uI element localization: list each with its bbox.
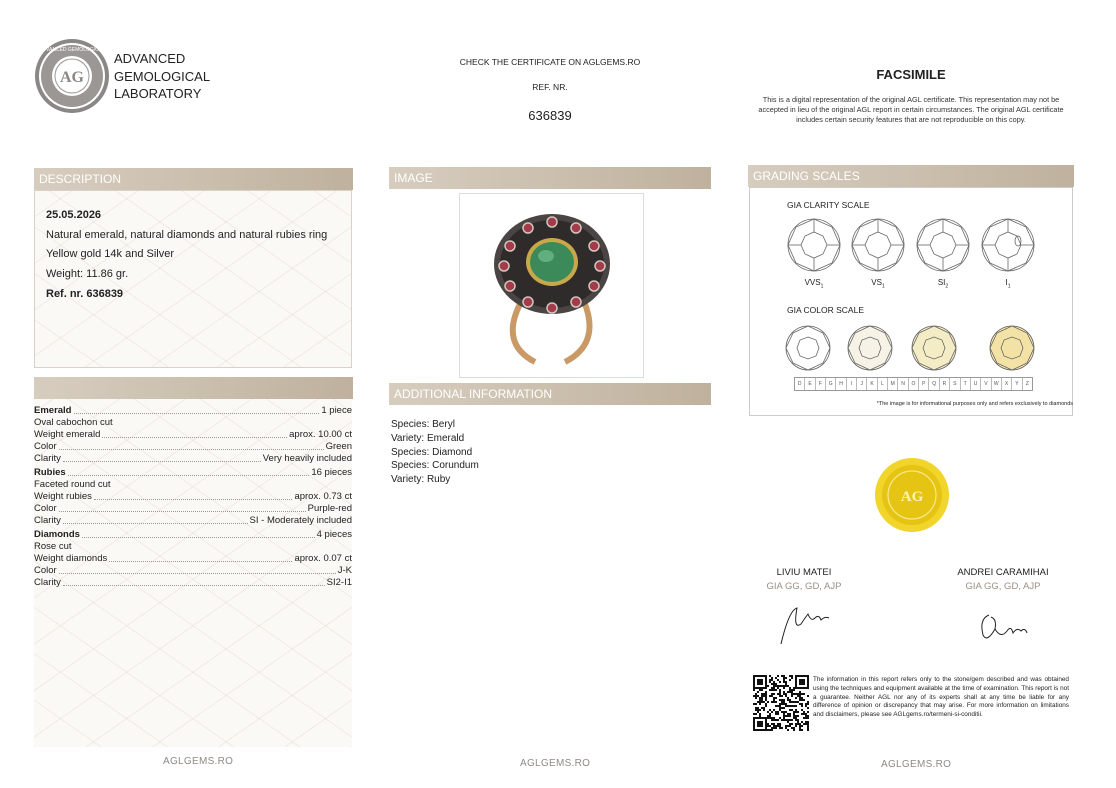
spec-key: Color (34, 565, 57, 576)
additional-header: ADDITIONAL INFORMATION (389, 383, 711, 405)
spec-row (34, 577, 352, 589)
color-scale-cell: K (867, 378, 877, 390)
description-line1: Natural emerald, natural diamonds and natural rubies ring (46, 229, 328, 241)
ref-number: 636839 (528, 108, 572, 123)
color-scale-cell: E (805, 378, 815, 390)
spec-row (34, 417, 352, 429)
clarity-label: $VVS_1$ (804, 278, 824, 290)
spec-row (34, 553, 352, 565)
dot-leader (82, 529, 315, 538)
additional-line: Variety: Emerald (391, 433, 465, 444)
signer-title: GIA GG, GD, AJP (766, 581, 842, 592)
spec-value: 1 piece (321, 405, 352, 416)
footer-link-left[interactable]: AGLGEMS.RO (163, 756, 234, 767)
spec-key: Clarity (34, 577, 61, 588)
color-scale-cell: O (909, 378, 919, 390)
color-scale-cell: R (940, 378, 950, 390)
facsimile-note: This is a digital representation of the original AGL certificate. This representation may not be accepted in lieu of the original AGL report in certain circumstances. The original AGL certificate includes certain security features that are not reproducible on this copy. (758, 95, 1064, 124)
description-header: DESCRIPTION (34, 168, 353, 190)
color-scale-cell: G (826, 378, 836, 390)
spec-key: Diamonds (34, 529, 80, 540)
color-scale-cell: T (961, 378, 971, 390)
spec-value: J-K (337, 565, 352, 576)
color-scale-cell: F (816, 378, 826, 390)
dot-leader (63, 515, 248, 524)
spec-row (34, 565, 352, 577)
lab-name-line3: LABORATORY (114, 86, 202, 101)
color-scale-cell: U (971, 378, 981, 390)
spec-key: Color (34, 503, 57, 514)
dot-leader (63, 453, 261, 462)
additional-line: Species: Beryl (391, 419, 455, 430)
spec-value: Green (325, 441, 352, 452)
spec-value: 16 pieces (311, 467, 352, 478)
lab-seal-logo (34, 38, 110, 114)
clarity-label: $SI_2$ (937, 278, 949, 290)
clarity-scale-title: GIA CLARITY SCALE (787, 200, 870, 210)
signature-liviu-matei (775, 600, 835, 650)
spec-value: SI2-I1 (326, 577, 352, 588)
color-scale-cell: M (888, 378, 898, 390)
additional-line: Species: Corundum (391, 460, 479, 471)
dot-leader (63, 577, 325, 586)
color-scale-cell: H (836, 378, 846, 390)
svg-text:ADVANCED GEMOLOGICAL: ADVANCED GEMOLOGICAL (39, 47, 105, 53)
spec-value: Very heavily included (262, 453, 352, 464)
image-header: IMAGE (389, 167, 711, 189)
svg-text:AG: AG (60, 69, 84, 86)
spec-key: Weight rubies (34, 491, 92, 502)
spec-row (34, 503, 352, 515)
gold-seal (875, 458, 949, 532)
disclaimer-text: The information in this report refers only to the stone/gem described and was obtained using the techniques and equipment available at the time of examination. This report is not a guarantee. Neither AGL nor any of its experts shall at any time be liable for any difference of opinion or discrepancy that may arise. For more information on limitations and disclaimers, please see AGLgems.ro/termeni-si-conditii. (813, 676, 1069, 719)
additional-line: Species: Diamond (391, 447, 473, 458)
spec-row (34, 491, 352, 503)
grading-note: *The image is for informational purposes only and refers exclusively to diamonds (876, 401, 1073, 407)
spec-row (34, 529, 352, 541)
spec-key: Oval cabochon cut (34, 417, 113, 428)
clarity-label: $VS_1$ (871, 278, 885, 290)
check-certificate-text: CHECK THE CERTIFICATE ON AGLGEMS.RO (459, 57, 641, 67)
spec-value: aprox. 0.73 ct (294, 491, 352, 502)
color-scale-cell: L (878, 378, 888, 390)
footer-link-right[interactable]: AGLGEMS.RO (881, 759, 952, 770)
color-scale-bar (794, 377, 1033, 391)
dot-leader (68, 467, 310, 476)
clarity-label: $I_1$ (1005, 278, 1011, 290)
facsimile-title: FACSIMILE (876, 67, 946, 82)
color-scale-cell: Y (1012, 378, 1022, 390)
description-line2: Yellow gold 14k and Silver (46, 248, 175, 260)
color-scale-cell: W (992, 378, 1002, 390)
dot-leader (59, 565, 336, 574)
spec-value: 4 pieces (316, 529, 352, 540)
dot-leader (94, 491, 293, 500)
color-diamonds (750, 322, 1072, 374)
dot-leader (102, 429, 287, 438)
spec-row (34, 441, 352, 453)
color-scale-cell: P (919, 378, 929, 390)
spec-value: aprox. 0.07 ct (294, 553, 352, 564)
dot-leader (74, 405, 320, 414)
lab-name-line1: ADVANCED (114, 51, 186, 66)
spec-row (34, 479, 352, 491)
grading-header: GRADING SCALES (748, 165, 1074, 187)
signer-title: GIA GG, GD, AJP (965, 581, 1041, 592)
color-scale-cell: N (898, 378, 908, 390)
additional-line: Variety: Ruby (391, 474, 451, 485)
color-scale-cell: D (795, 378, 805, 390)
dot-leader (59, 503, 306, 512)
description-date: 25.05.2026 (46, 209, 102, 221)
spec-key: Emerald (34, 405, 72, 416)
spec-value: aprox. 10.00 ct (289, 429, 352, 440)
color-scale-cell: V (981, 378, 991, 390)
spec-row (34, 541, 352, 553)
description-line3: Weight: 11.86 gr. (46, 268, 129, 280)
color-scale-title: GIA COLOR SCALE (787, 305, 864, 315)
spec-row (34, 429, 352, 441)
color-scale-cell: S (950, 378, 960, 390)
qr-code[interactable] (753, 675, 809, 731)
spec-row (34, 453, 352, 465)
dot-leader (109, 553, 292, 562)
ref-label: REF. NR. (532, 82, 568, 92)
color-scale-cell: I (847, 378, 857, 390)
ring-photo (459, 193, 644, 378)
specs-header (34, 377, 353, 399)
signer-name: LIVIU MATEI (776, 567, 832, 578)
color-scale-cell: Q (929, 378, 939, 390)
spec-row (34, 467, 352, 479)
lab-name-line2: GEMOLOGICAL (114, 68, 211, 84)
spec-row (34, 405, 352, 417)
spec-key: Rubies (34, 467, 66, 478)
color-scale-cell: Z (1025, 381, 1029, 387)
spec-key: Faceted round cut (34, 479, 111, 490)
footer-link-middle[interactable]: AGLGEMS.RO (520, 758, 591, 769)
spec-key: Color (34, 441, 57, 452)
signature-andrei-caramihai (975, 605, 1035, 647)
spec-key: Weight diamonds (34, 553, 108, 564)
svg-text:AG: AG (900, 489, 924, 505)
lab-name (114, 50, 210, 103)
spec-key: Weight emerald (34, 429, 101, 440)
spec-value: Purple-red (307, 503, 352, 514)
spec-key: Clarity (34, 515, 61, 526)
signer-name: ANDREI CARAMIHAI (957, 567, 1049, 578)
description-ref: Ref. nr. 636839 (46, 288, 124, 300)
spec-row (34, 515, 352, 527)
spec-key: Clarity (34, 453, 61, 464)
color-scale-cell: J (857, 378, 867, 390)
spec-key: Rose cut (34, 541, 72, 552)
dot-leader (59, 441, 324, 450)
spec-value: SI - Moderately included (249, 515, 352, 526)
color-scale-cell: X (1002, 378, 1012, 390)
